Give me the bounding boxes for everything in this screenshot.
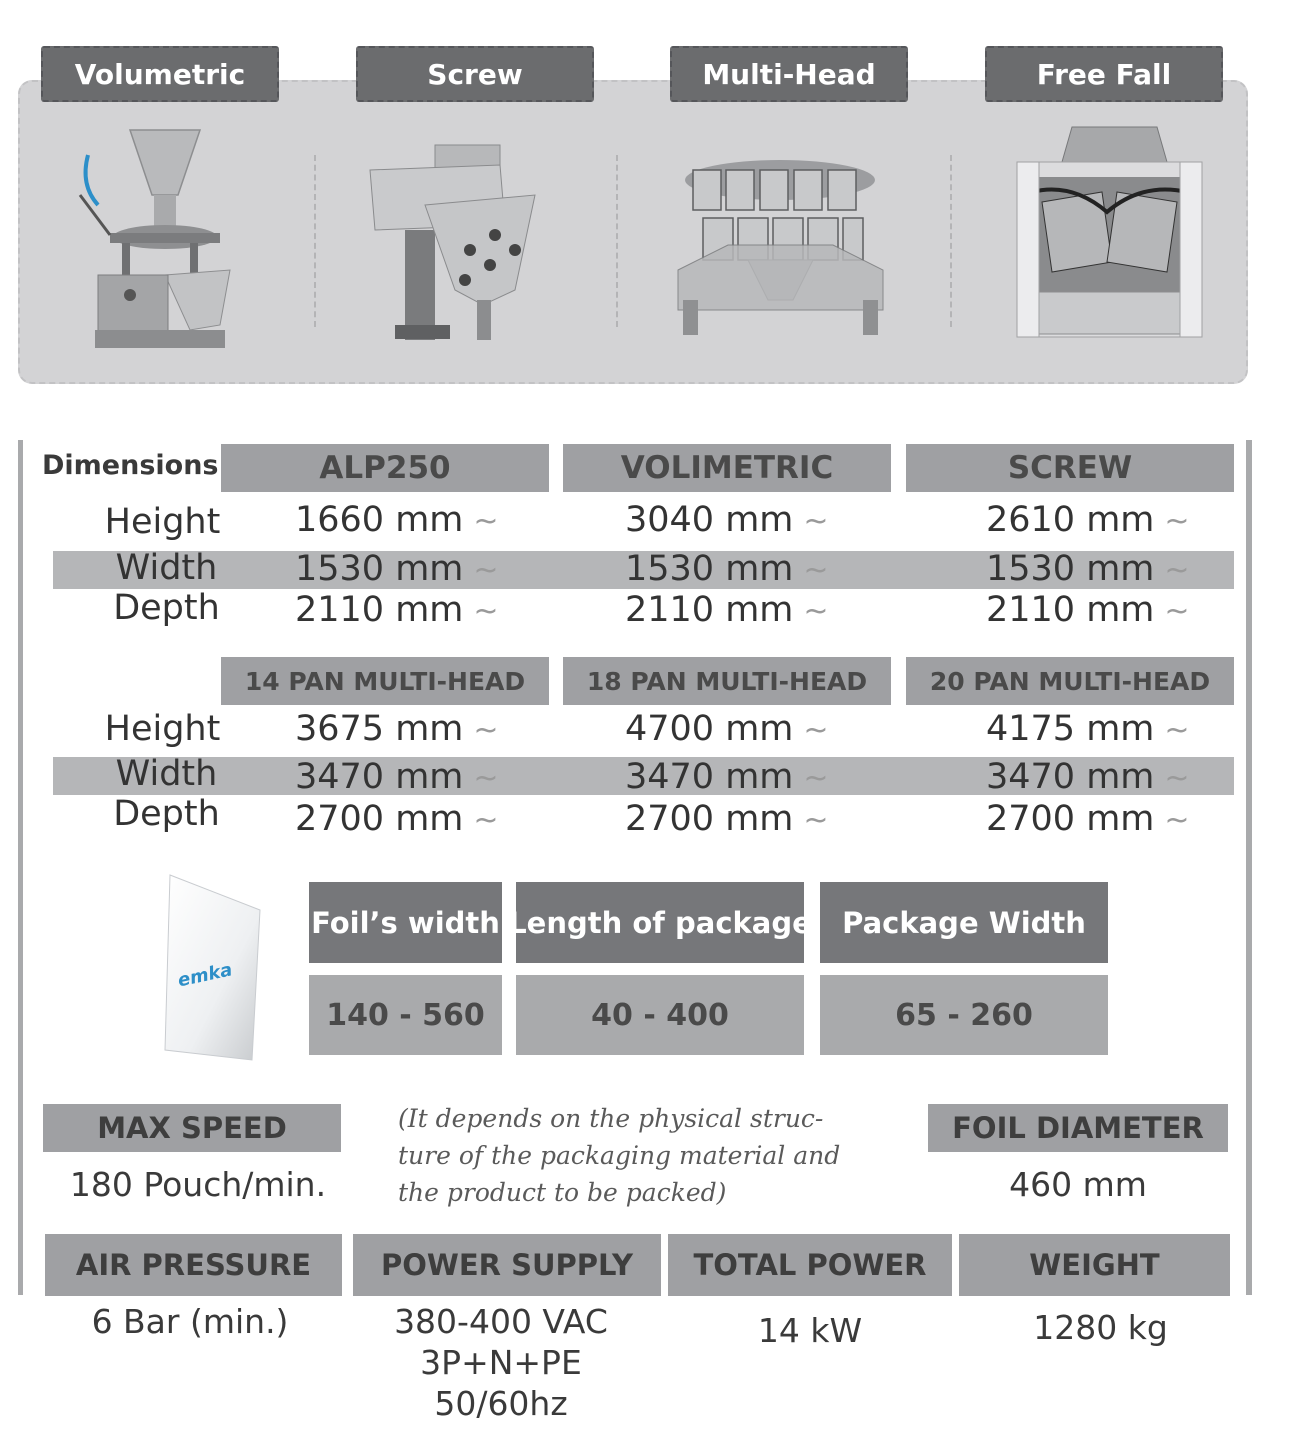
value-cell: 3040 mm ~ (625, 500, 829, 540)
value-cell: 2110 mm ~ (295, 590, 499, 630)
pouch-image (160, 870, 270, 1065)
power-supply-value (353, 1301, 649, 1424)
free-fall-machine-image (1012, 122, 1207, 344)
value-cell: 2700 mm ~ (295, 799, 499, 839)
value-cell: 2610 mm ~ (986, 500, 1190, 540)
max-speed-label: MAX SPEED (43, 1104, 341, 1152)
value-cell: 2700 mm ~ (625, 799, 829, 839)
length-of-package-header: Length of package (516, 882, 804, 963)
speed-note: (It depends on the physical struc-ture of the packaging material and the product to be packed) (398, 1104, 841, 1207)
row-label-depth: Depth (113, 794, 220, 834)
value-cell: 2110 mm ~ (625, 590, 829, 630)
value-cell: 4700 mm ~ (625, 709, 829, 749)
weight-label: WEIGHT (959, 1234, 1230, 1296)
value-cell: 3470 mm ~ (295, 757, 499, 797)
value-cell: 1660 mm ~ (295, 500, 499, 540)
tab-free-fall[interactable]: Free Fall (985, 46, 1223, 102)
foil-diameter-label: FOIL DIAMETER (928, 1104, 1228, 1152)
value-cell: 3470 mm ~ (625, 757, 829, 797)
screw-machine-image (365, 140, 555, 355)
column-header-18-pan: 18 PAN MULTI-HEAD (563, 657, 891, 705)
air-pressure-value: 6 Bar (min.) (91, 1302, 289, 1341)
foil-diameter-value: 460 mm (1009, 1165, 1147, 1204)
total-power-value: 14 kW (757, 1311, 863, 1350)
power-supply-line: 50/60hz (434, 1384, 568, 1423)
row-label-width: Width (115, 548, 218, 588)
frame-left-border (18, 440, 23, 1295)
frame-right-border (1246, 440, 1252, 1295)
total-power-label: TOTAL POWER (668, 1234, 952, 1296)
column-header-alp250: ALP250 (221, 444, 549, 492)
length-of-package-value: 40 - 400 (516, 975, 804, 1055)
air-pressure-label: AIR PRESSURE (45, 1234, 342, 1296)
value-cell: 1530 mm ~ (986, 549, 1190, 589)
value-cell: 1530 mm ~ (625, 549, 829, 589)
svg-text:emka: emka (175, 959, 235, 992)
power-supply-line: 3P+N+PE (420, 1343, 582, 1382)
value-cell: 4175 mm ~ (986, 709, 1190, 749)
power-supply-label: POWER SUPPLY (353, 1234, 661, 1296)
power-supply-line: 380-400 VAC (394, 1302, 608, 1341)
value-cell: 2700 mm ~ (986, 799, 1190, 839)
value-cell: 2110 mm ~ (986, 590, 1190, 630)
dimensions-title: Dimensions (42, 450, 219, 481)
tab-screw[interactable]: Screw (356, 46, 594, 102)
row-label-depth: Depth (113, 588, 220, 628)
tab-multi-head[interactable]: Multi-Head (670, 46, 908, 102)
foils-width-value: 140 - 560 (309, 975, 502, 1055)
panel-divider (950, 155, 952, 327)
row-label-height: Height (104, 502, 221, 542)
volumetric-machine-image (70, 125, 250, 360)
package-width-value: 65 - 260 (820, 975, 1108, 1055)
row-label-width: Width (115, 754, 218, 794)
weight-value: 1280 kg (1033, 1308, 1168, 1347)
row-label-height: Height (104, 709, 221, 749)
column-header-20-pan: 20 PAN MULTI-HEAD (906, 657, 1234, 705)
column-header-volimetric: VOLIMETRIC (563, 444, 891, 492)
panel-divider (314, 155, 316, 327)
column-header-screw: SCREW (906, 444, 1234, 492)
value-cell: 1530 mm ~ (295, 549, 499, 589)
multi-head-machine-image (668, 150, 893, 340)
max-speed-value: 180 Pouch/min. (69, 1165, 327, 1204)
foils-width-header: Foil’s width (309, 882, 502, 963)
tab-volumetric[interactable]: Volumetric (41, 46, 279, 102)
package-width-header: Package Width (820, 882, 1108, 963)
value-cell: 3470 mm ~ (986, 757, 1190, 797)
value-cell: 3675 mm ~ (295, 709, 499, 749)
column-header-14-pan: 14 PAN MULTI-HEAD (221, 657, 549, 705)
panel-divider (616, 155, 618, 327)
